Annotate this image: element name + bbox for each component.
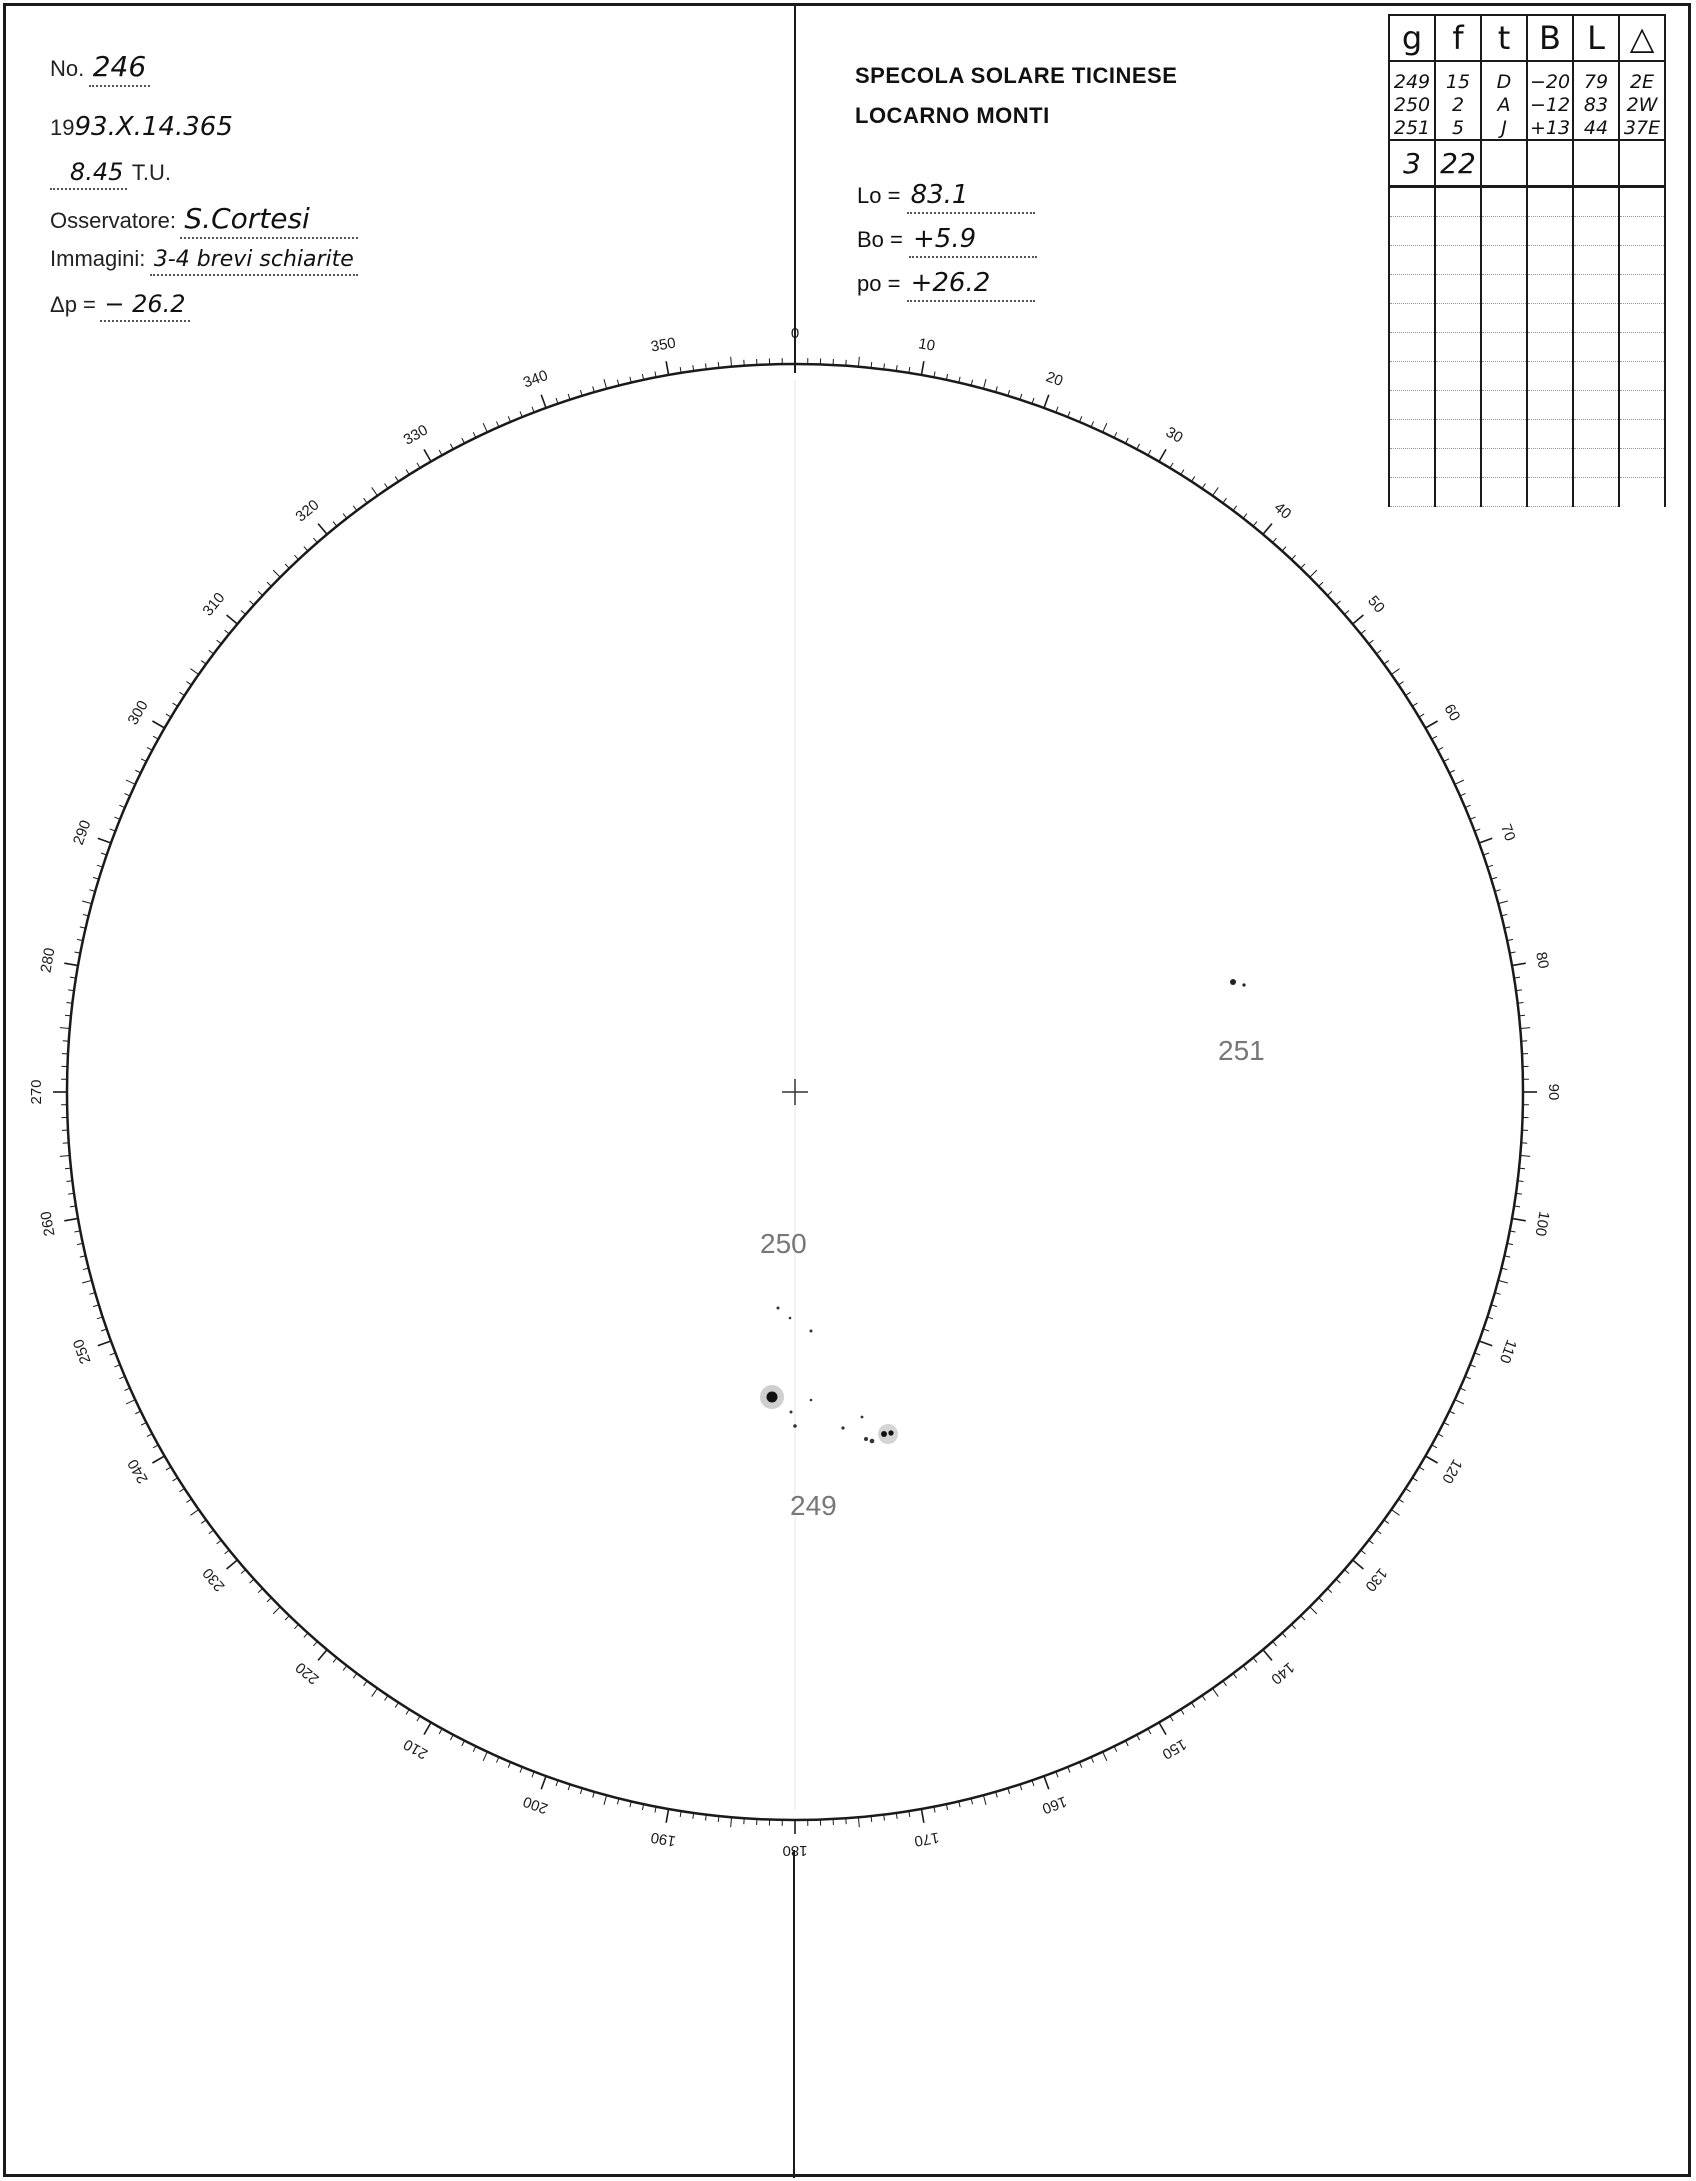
degree-tick xyxy=(1273,1641,1277,1646)
degree-tick xyxy=(483,423,487,432)
degree-tick xyxy=(1192,476,1195,481)
degree-tick xyxy=(1432,736,1437,739)
dp-value: − 26.2 xyxy=(100,290,189,322)
degree-tick xyxy=(1233,506,1237,511)
degree-label: 30 xyxy=(1162,423,1186,447)
degree-tick xyxy=(1103,423,1107,432)
table-header: L xyxy=(1573,15,1619,61)
degree-label: 310 xyxy=(199,589,229,620)
degree-tick xyxy=(1412,1478,1417,1481)
degree-tick xyxy=(1519,1168,1525,1169)
degree-tick xyxy=(731,1817,732,1827)
degree-tick xyxy=(1223,1681,1227,1686)
degree-tick xyxy=(1213,1688,1219,1696)
degree-tick xyxy=(173,1478,178,1481)
degree-label: 270 xyxy=(27,1079,45,1105)
degree-tick xyxy=(273,1607,280,1614)
degree-tick xyxy=(273,570,280,577)
degree-tick xyxy=(65,1168,71,1169)
table-cell: 44 xyxy=(1573,116,1619,140)
table-total: 22 xyxy=(1435,140,1481,187)
degree-tick xyxy=(126,780,135,784)
degree-label: 100 xyxy=(1531,1209,1553,1238)
center-cross-icon xyxy=(782,1079,808,1105)
degree-tick xyxy=(1425,721,1437,728)
table-cell: D xyxy=(1481,70,1527,93)
degree-label: 190 xyxy=(649,1828,678,1850)
table-cell: −12 xyxy=(1527,93,1573,116)
table-header: △ xyxy=(1619,15,1665,61)
degree-tick xyxy=(318,524,327,535)
degree-label: 260 xyxy=(37,1209,59,1238)
degree-tick xyxy=(385,483,388,488)
degree-tick xyxy=(1384,661,1389,665)
degree-tick xyxy=(1425,1456,1437,1463)
degree-tick xyxy=(1498,901,1508,904)
degree-tick xyxy=(65,1015,71,1016)
degree-tick xyxy=(225,630,230,634)
degree-tick xyxy=(217,640,222,644)
time-value: 8.45 xyxy=(50,158,127,190)
degree-tick xyxy=(147,1434,152,1437)
degree-tick xyxy=(1291,1624,1295,1628)
degree-tick xyxy=(417,1716,420,1721)
degree-tick xyxy=(1406,692,1411,695)
degree-tick xyxy=(1361,1550,1366,1554)
degree-tick xyxy=(1263,1650,1272,1661)
degree-label: 220 xyxy=(292,1658,323,1688)
degree-tick xyxy=(473,1746,476,1751)
degree-tick xyxy=(1263,524,1272,535)
degree-tick xyxy=(1438,747,1443,750)
degree-tick xyxy=(258,591,262,595)
degree-tick xyxy=(141,759,146,762)
degree-label: 180 xyxy=(782,1842,808,1860)
degree-tick xyxy=(1181,470,1184,475)
degree-tick xyxy=(285,564,289,568)
observer-value: S.Cortesi xyxy=(180,202,358,239)
degree-tick xyxy=(227,1560,238,1569)
degree-tick xyxy=(186,1499,191,1502)
degree-tick xyxy=(190,1510,198,1516)
degree-tick xyxy=(1327,591,1331,595)
degree-tick xyxy=(1213,487,1219,495)
table-cell: +13 xyxy=(1527,116,1573,140)
degree-tick xyxy=(1273,538,1277,543)
degree-tick xyxy=(604,379,607,389)
degree-tick xyxy=(1455,1400,1464,1404)
degree-tick xyxy=(666,1809,668,1823)
degree-tick xyxy=(395,1703,398,1708)
po-label: po = xyxy=(857,271,901,296)
degree-tick xyxy=(1148,450,1151,455)
bo-value: +5.9 xyxy=(909,224,1037,258)
degree-tick xyxy=(179,1489,184,1492)
degree-tick xyxy=(1159,1722,1166,1734)
degree-tick xyxy=(541,1776,546,1789)
table-cell: −20 xyxy=(1527,70,1573,93)
degree-tick xyxy=(364,1681,368,1686)
degree-tick xyxy=(1310,570,1317,577)
degree-tick xyxy=(1291,555,1295,559)
degree-tick xyxy=(153,1445,158,1448)
lo-label: Lo = xyxy=(857,183,901,208)
date-value: 93.X.14.365 xyxy=(74,112,233,142)
degree-label: 230 xyxy=(199,1564,229,1595)
degree-tick xyxy=(1444,759,1449,762)
degree-label: 50 xyxy=(1364,592,1388,617)
degree-tick xyxy=(1376,1530,1381,1534)
degree-tick xyxy=(343,1666,347,1671)
degree-tick xyxy=(98,1341,111,1346)
degree-label: 200 xyxy=(520,1792,551,1818)
degree-tick xyxy=(1233,1673,1237,1678)
table-cell: 249 xyxy=(1389,70,1435,93)
po-value: +26.2 xyxy=(907,268,1035,302)
observer-label: Osservatore: xyxy=(50,208,176,233)
degree-tick xyxy=(1419,1467,1424,1470)
degree-label: 330 xyxy=(400,421,431,449)
degree-tick xyxy=(209,650,214,654)
degree-tick xyxy=(983,379,986,389)
degree-tick xyxy=(64,1218,78,1220)
degree-tick xyxy=(1336,1579,1340,1583)
degree-tick xyxy=(1432,1445,1437,1448)
degree-tick xyxy=(1327,1588,1331,1592)
degree-tick xyxy=(1391,669,1399,675)
degree-label: 170 xyxy=(912,1828,941,1850)
degree-tick xyxy=(1170,1716,1173,1721)
lo-value: 83.1 xyxy=(907,180,1035,214)
degree-tick xyxy=(439,1729,442,1734)
degree-tick xyxy=(135,1411,140,1414)
degree-tick xyxy=(225,1550,230,1554)
degree-tick xyxy=(179,692,184,695)
table-header: f xyxy=(1435,15,1481,61)
degree-tick xyxy=(201,1520,206,1524)
degree-tick xyxy=(333,1658,337,1663)
degree-label: 350 xyxy=(649,334,678,356)
degree-label: 130 xyxy=(1361,1564,1391,1595)
degree-tick xyxy=(333,522,337,527)
degree-tick xyxy=(1319,582,1323,586)
degree-tick xyxy=(313,1641,317,1646)
degree-tick xyxy=(64,963,78,965)
degree-tick xyxy=(483,1752,487,1761)
degree-tick xyxy=(364,498,368,503)
degree-tick xyxy=(1376,650,1381,654)
degree-label: 80 xyxy=(1532,950,1552,970)
degree-label: 40 xyxy=(1270,499,1295,523)
degree-tick xyxy=(406,470,409,475)
degree-tick xyxy=(186,682,191,685)
degree-tick xyxy=(318,1650,327,1661)
degree-tick xyxy=(250,601,254,605)
images-label: Immagini: xyxy=(50,246,146,271)
degree-tick xyxy=(1243,514,1247,519)
degree-tick xyxy=(209,1530,214,1534)
degree-tick xyxy=(718,362,719,368)
degree-tick xyxy=(190,669,198,675)
degree-tick xyxy=(1344,610,1349,614)
degree-label: 70 xyxy=(1496,821,1519,844)
degree-tick xyxy=(152,721,164,728)
degree-tick xyxy=(439,450,442,455)
degree-tick xyxy=(1253,1658,1257,1663)
degree-tick xyxy=(1369,640,1374,644)
table-cell: 83 xyxy=(1573,93,1619,116)
degree-tick xyxy=(450,1735,453,1740)
degree-tick xyxy=(1498,1280,1508,1283)
degree-label: 290 xyxy=(69,817,95,848)
degree-tick xyxy=(285,1616,289,1620)
degree-tick xyxy=(1181,1709,1184,1714)
degree-tick xyxy=(1114,432,1117,437)
degree-tick xyxy=(1336,601,1340,605)
degree-tick xyxy=(666,361,668,375)
institution-line1: SPECOLA SOLARE TICINESE xyxy=(855,63,1178,88)
degree-tick xyxy=(141,1423,146,1426)
degree-tick xyxy=(1114,1746,1117,1751)
degree-tick xyxy=(1148,1729,1151,1734)
degree-tick xyxy=(135,770,140,773)
degree-tick xyxy=(1519,1015,1525,1016)
degree-tick xyxy=(424,1722,431,1734)
degree-tick xyxy=(313,538,317,543)
degree-label: 280 xyxy=(37,946,59,975)
degree-label: 240 xyxy=(124,1456,152,1487)
degree-tick xyxy=(1479,838,1492,843)
degree-tick xyxy=(372,487,378,495)
degree-label: 120 xyxy=(1438,1456,1466,1487)
degree-tick xyxy=(250,1579,254,1583)
degree-tick xyxy=(1126,1741,1129,1746)
institution-line2: LOCARNO MONTI xyxy=(855,103,1050,128)
degree-label: 340 xyxy=(520,366,551,392)
degree-tick xyxy=(241,610,246,614)
degree-tick xyxy=(217,1540,222,1544)
degree-tick xyxy=(126,1400,135,1404)
table-cell: 250 xyxy=(1389,93,1435,116)
bo-label: Bo = xyxy=(857,227,903,252)
degree-label: 300 xyxy=(124,697,152,728)
degree-label: 60 xyxy=(1440,701,1464,725)
degree-tick xyxy=(921,361,923,375)
degree-tick xyxy=(1455,780,1464,784)
degree-tick xyxy=(541,395,546,408)
degree-tick xyxy=(473,432,476,437)
degree-tick xyxy=(1137,444,1140,449)
degree-label: 110 xyxy=(1495,1337,1520,1366)
degree-tick xyxy=(604,1795,607,1805)
degree-tick xyxy=(1412,703,1417,706)
degree-tick xyxy=(385,1696,388,1701)
number-label: No. xyxy=(50,56,85,81)
degree-tick xyxy=(353,506,357,511)
degree-tick xyxy=(1520,1028,1530,1029)
table-cell: 79 xyxy=(1573,70,1619,93)
degree-tick xyxy=(1406,1489,1411,1492)
degree-tick xyxy=(417,463,420,468)
degree-tick xyxy=(1399,682,1404,685)
degree-tick xyxy=(1444,1423,1449,1426)
table-header: t xyxy=(1481,15,1527,61)
degree-tick xyxy=(304,1633,308,1637)
degree-tick xyxy=(166,714,171,717)
table-header: B xyxy=(1527,15,1573,61)
degree-label: 90 xyxy=(1545,1083,1563,1101)
degree-tick xyxy=(1282,1633,1286,1637)
degree-tick xyxy=(353,1673,357,1678)
degree-tick xyxy=(871,1816,872,1822)
degree-tick xyxy=(1044,395,1049,408)
time-unit: T.U. xyxy=(131,160,172,185)
degree-tick xyxy=(1419,714,1424,717)
table-cell: 2E xyxy=(1619,70,1665,93)
degree-label: 20 xyxy=(1043,368,1066,391)
images-value: 3-4 brevi schiarite xyxy=(150,247,358,276)
degree-tick xyxy=(1319,1598,1323,1602)
degree-tick xyxy=(1159,449,1166,461)
dp-label: Δp = xyxy=(50,292,96,317)
degree-tick xyxy=(1301,564,1305,568)
group-label-249: 249 xyxy=(790,1490,837,1521)
degree-tick xyxy=(258,1588,262,1592)
degree-tick xyxy=(1361,630,1366,634)
degree-tick xyxy=(372,1688,378,1696)
degree-label: 150 xyxy=(1159,1735,1190,1763)
degree-tick xyxy=(1449,1411,1454,1414)
degree-tick xyxy=(304,547,308,551)
degree-tick xyxy=(1384,1520,1389,1524)
degree-tick xyxy=(1282,547,1286,551)
degree-label: 210 xyxy=(400,1735,431,1763)
degree-tick xyxy=(1202,1696,1205,1701)
degree-tick xyxy=(718,1816,719,1822)
degree-tick xyxy=(294,555,298,559)
degree-tick xyxy=(147,747,152,750)
degree-tick xyxy=(1512,963,1526,965)
degree-tick xyxy=(267,582,271,586)
table-cell: 251 xyxy=(1389,116,1435,140)
table-cell: 2W xyxy=(1619,93,1665,116)
table-cell: 37E xyxy=(1619,116,1665,140)
degree-tick xyxy=(731,357,732,367)
degree-tick xyxy=(858,1817,859,1827)
degree-tick xyxy=(1353,1560,1364,1569)
degree-tick xyxy=(294,1624,298,1628)
degree-tick xyxy=(1479,1341,1492,1346)
table-cell: A xyxy=(1481,93,1527,116)
degree-tick xyxy=(82,901,92,904)
degree-tick xyxy=(858,357,859,367)
degree-tick xyxy=(1353,615,1364,624)
degree-label: 250 xyxy=(69,1336,95,1367)
degree-tick xyxy=(1202,483,1205,488)
degree-tick xyxy=(1192,1703,1195,1708)
degree-tick xyxy=(462,438,465,443)
number-value: 246 xyxy=(89,50,150,87)
table-cell: J xyxy=(1481,116,1527,140)
degree-tick xyxy=(201,661,206,665)
degree-tick xyxy=(1399,1499,1404,1502)
table-total: 3 xyxy=(1389,140,1435,187)
degree-tick xyxy=(1170,463,1173,468)
degree-tick xyxy=(1344,1570,1349,1574)
degree-tick xyxy=(166,1467,171,1470)
degree-tick xyxy=(1438,1434,1443,1437)
group-label-250: 250 xyxy=(760,1228,807,1259)
degree-tick xyxy=(1044,1776,1049,1789)
degree-tick xyxy=(983,1795,986,1805)
degree-tick xyxy=(1103,1752,1107,1761)
group-label-251: 251 xyxy=(1218,1035,1265,1066)
table-cell: 5 xyxy=(1435,116,1481,140)
degree-tick xyxy=(871,362,872,368)
degree-tick xyxy=(152,1456,164,1463)
degree-label: 160 xyxy=(1039,1792,1070,1818)
degree-tick xyxy=(1301,1616,1305,1620)
degree-label: 140 xyxy=(1267,1658,1298,1688)
degree-tick xyxy=(1449,770,1454,773)
degree-tick xyxy=(227,615,238,624)
degree-tick xyxy=(267,1598,271,1602)
degree-tick xyxy=(1137,1735,1140,1740)
degree-tick xyxy=(60,1155,70,1156)
sunspot-group-249 xyxy=(760,1385,898,1444)
degree-tick xyxy=(1223,498,1227,503)
degree-tick xyxy=(1520,1155,1530,1156)
degree-tick xyxy=(406,1709,409,1714)
degree-tick xyxy=(1512,1218,1526,1220)
table-cell: 15 xyxy=(1435,70,1481,93)
degree-tick xyxy=(424,449,431,461)
degree-label: 320 xyxy=(292,496,323,526)
degree-tick xyxy=(921,1809,923,1823)
table-cell: 2 xyxy=(1435,93,1481,116)
degree-tick xyxy=(153,736,158,739)
degree-tick xyxy=(462,1741,465,1746)
degree-tick xyxy=(241,1570,246,1574)
degree-tick xyxy=(98,838,111,843)
sunspot-group-251 xyxy=(1230,979,1246,987)
degree-tick xyxy=(1126,438,1129,443)
degree-tick xyxy=(343,514,347,519)
table-header: g xyxy=(1389,15,1435,61)
degree-label: 0 xyxy=(790,324,800,342)
degree-tick xyxy=(1253,522,1257,527)
degree-label: 10 xyxy=(917,335,937,355)
degree-tick xyxy=(1310,1607,1317,1614)
degree-tick xyxy=(1369,1540,1374,1544)
degree-tick xyxy=(82,1280,92,1283)
degree-tick xyxy=(450,444,453,449)
degree-tick xyxy=(173,703,178,706)
degree-tick xyxy=(1243,1666,1247,1671)
degree-tick xyxy=(1391,1510,1399,1516)
degree-tick xyxy=(60,1028,70,1029)
date-prefix: 19 xyxy=(50,115,75,140)
degree-tick xyxy=(395,476,398,481)
